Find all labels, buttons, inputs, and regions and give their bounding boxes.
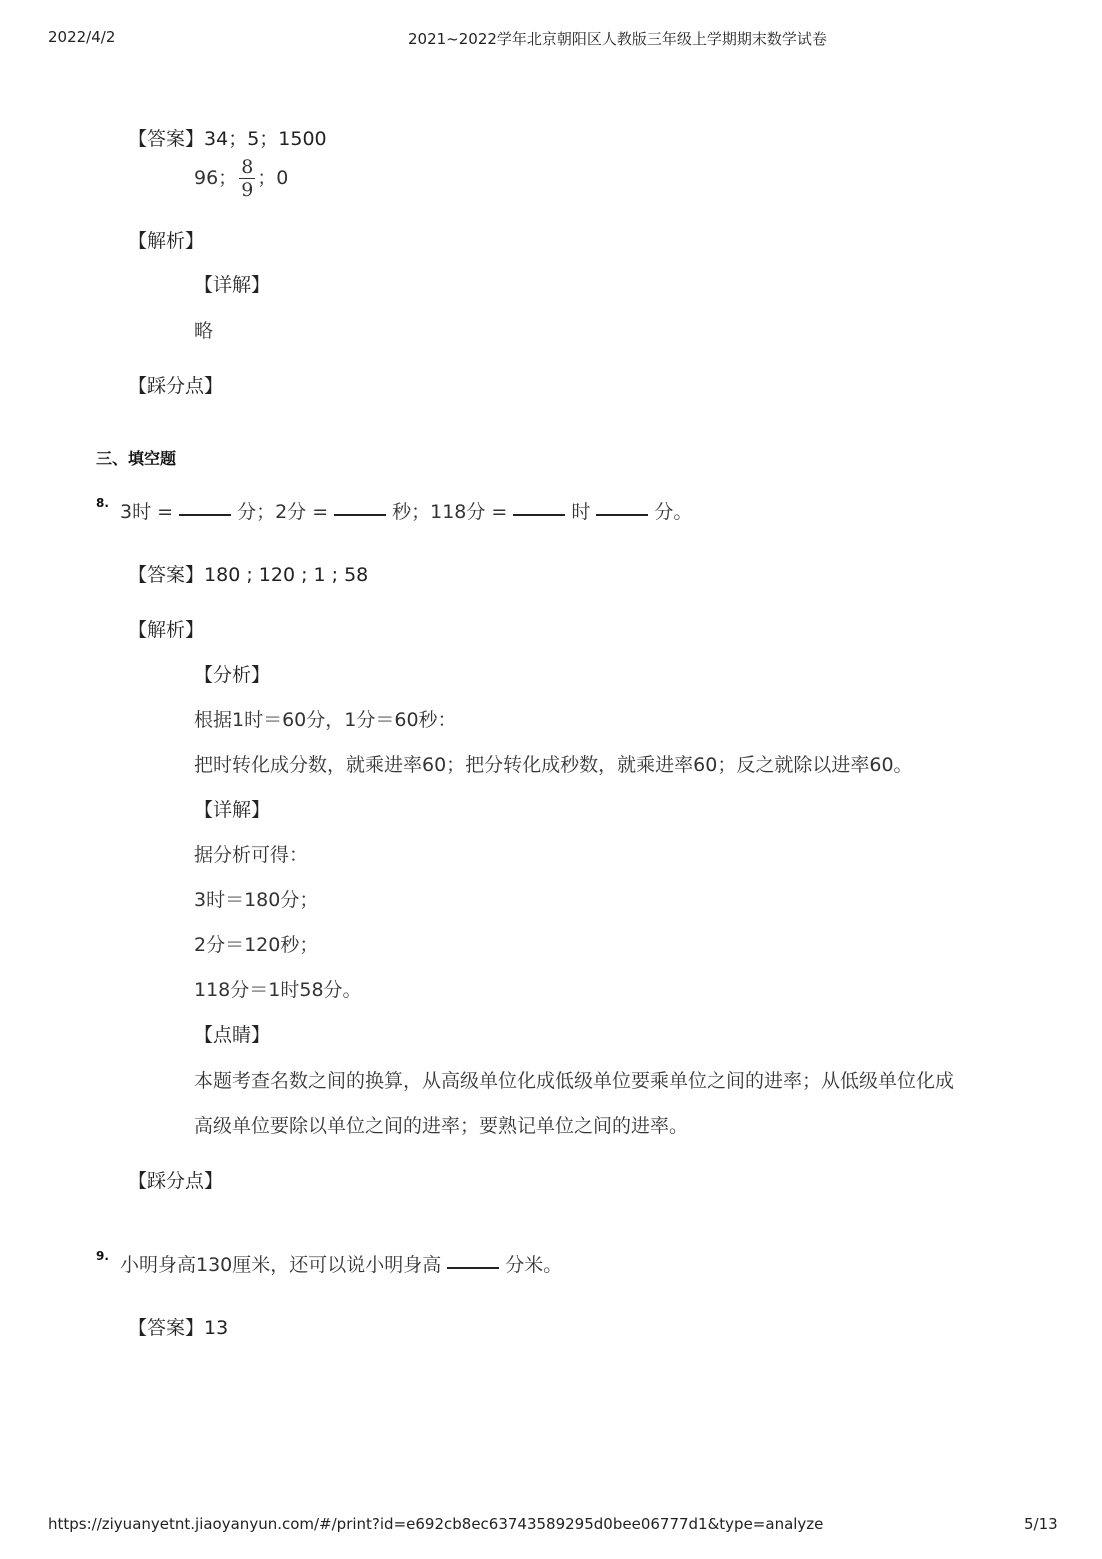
page-number: 5/13 [1024,1515,1058,1533]
q8-analysis-label: 【解析】 [128,619,205,641]
q9-stem [120,1250,562,1277]
q7-answer-label: 【答案】 [128,128,205,150]
q9-answer-row [128,1313,228,1340]
q8-detail-label: 【详解】 [194,799,271,821]
q8-analysis-line-2: 把时转化成分数，就乘进率60；把分转化成秒数，就乘进率60；反之就除以进率60。 [194,754,913,776]
q8-point-line-1: 本题考查名数之间的换算，从高级单位化成低级单位要乘单位之间的进率；从低级单位化成 [194,1070,955,1092]
q8-detail-line-2: 3时＝180分； [194,889,319,911]
q7-answer-line2-suffix: ；0 [257,167,289,189]
q8-answer-label: 【答案】 [128,564,205,586]
section-title: 三、填空题 [96,449,177,468]
q8-analysis-sub-label: 【分析】 [194,664,271,686]
q8-stem [120,497,692,524]
q8-answer-row [128,560,368,587]
q9-answer-label: 【答案】 [128,1317,205,1339]
print-url[interactable]: https://ziyuanyetnt.jiaoyanyun.com/#/print?id=e692cb8ec63743589295d0bee06777d1&type=analyze [48,1515,824,1533]
q7-answer-line1: 34；5；1500 [204,128,327,150]
q7-answer-fraction [239,156,255,201]
q8-blank-3[interactable] [513,513,565,516]
q8-scoring-label: 【踩分点】 [128,1170,224,1192]
q7-answer-line2 [194,156,288,201]
q8-stem-part-4: 时 [571,501,591,523]
q9-blank-1[interactable] [447,1266,499,1269]
q8-stem-part-2: 分；2分 = [237,501,329,523]
q7-scoring-label: 【踩分点】 [128,375,224,397]
q8-stem-part-5: 分。 [654,501,693,523]
q7-answer-line2-prefix: 96； [194,167,238,189]
q7-analysis-label: 【解析】 [128,230,205,252]
q9-number: 9. [96,1249,109,1263]
q8-stem-part-1: 3时 = [120,501,174,523]
q8-number: 8. [96,496,109,510]
q8-detail-line-3: 2分＝120秒； [194,934,319,956]
q7-answer-row [128,124,327,151]
fraction-numerator: 8 [241,156,254,178]
q8-point-line-2: 高级单位要除以单位之间的进率；要熟记单位之间的进率。 [194,1115,689,1137]
q9-stem-part-1: 小明身高130厘米，还可以说小明身高 [120,1254,442,1276]
q8-analysis-line-1: 根据1时＝60分，1分＝60秒： [194,709,457,731]
q8-answer-text: 180 ; 120 ; 1 ; 58 [204,564,369,586]
q8-detail-line-1: 据分析可得： [194,844,309,866]
print-date: 2022/4/2 [48,28,116,46]
print-title: 2021~2022学年北京朝阳区人教版三年级上学期期末数学试卷 [408,30,827,48]
q8-detail-line-4: 118分＝1时58分。 [194,979,362,1001]
q7-detail-label: 【详解】 [194,274,271,296]
fraction-denominator: 9 [241,179,254,201]
q9-answer-text: 13 [204,1317,229,1339]
q8-point-label: 【点睛】 [194,1024,271,1046]
q8-stem-part-3: 秒；118分 = [392,501,508,523]
q8-blank-1[interactable] [179,513,231,516]
q8-blank-4[interactable] [596,513,648,516]
q7-detail-text: 略 [194,320,214,342]
q8-blank-2[interactable] [334,513,386,516]
q9-stem-part-2: 分米。 [505,1254,563,1276]
